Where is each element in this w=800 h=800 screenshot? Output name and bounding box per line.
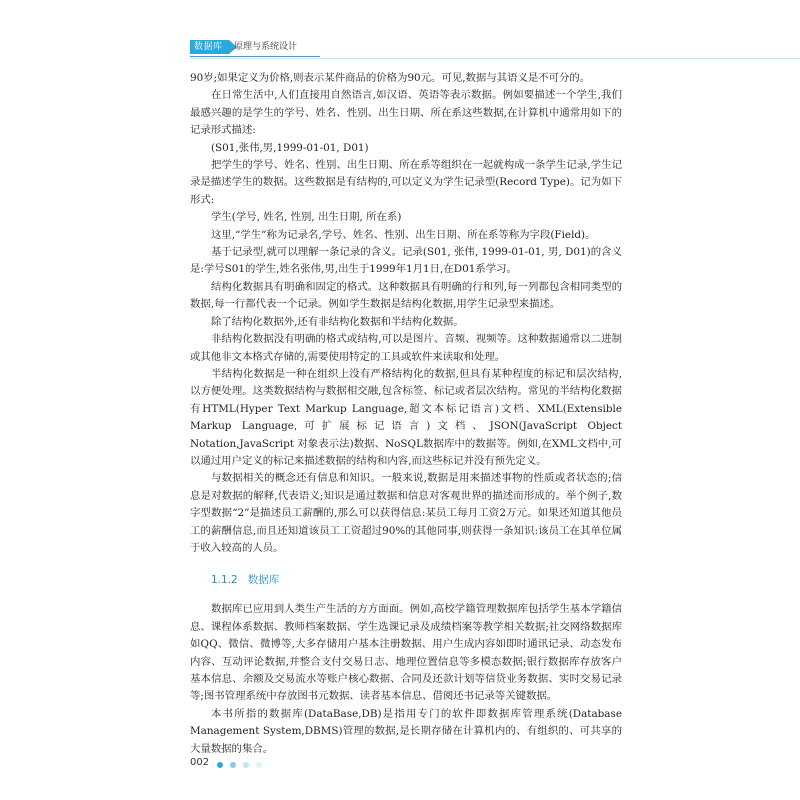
page-footer xyxy=(190,752,264,766)
footer-dots xyxy=(217,753,264,772)
record-type-definition: 学生(学号, 姓名, 性别, 出生日期, 所在系) xyxy=(211,211,402,224)
paragraph: 基于记录型,就可以理解一条记录的含义。记录(S01, 张伟, 1999-01-01, 男, D01)的含义是:学号S01的学生,姓名张伟,男,出生于1999年1月1日,在D01系学习。 xyxy=(190,246,622,276)
paragraph: 与数据相关的概念还有信息和知识。一般来说,数据是用来描述事物的性质或者状态的;信息是对数据的解释,代表语义;知识是通过数据和信息对客观世界的描述而形成的。举个例子,数字型数据“2”是描述员工薪酬的,那么可以获得信息:某员工每月工资2万元。如果还知道其他员工的薪酬信息,而且还知道该员工工资超过90%的其他同事,则获得一条知识:该员工在其单位属于收入较高的人员。 xyxy=(190,472,622,554)
paragraph: 半结构化数据是一种在组织上没有严格结构化的数据,但具有某种程度的标记和层次结构,以方便处理。这类数据结构与数据相交融,包含标签、标记或者层次结构。常见的半结构化数据有HTML(Hyper Text Markup Language,超文本标记语言)文档、XML(Extensible Markup Language,可扩展标记语言)文档、JSON(JavaScript Object Notation,JavaScript 对象表示法)数据、NoSQL数据库中的数据等。例如,在XML文档中,可以通过用户定义的标记来描述数据的结构和内容,而这些标记并没有预先定义。 xyxy=(190,367,622,467)
paragraph: 这里,“学生”称为记录名,学号、姓名、性别、出生日期、所在系等称为字段(Field)。 xyxy=(211,228,596,241)
footer-dot xyxy=(256,762,262,768)
footer-dot xyxy=(217,762,223,768)
page-number: 002 xyxy=(190,756,210,768)
section-number: 1.1.2 xyxy=(211,574,238,587)
header-rule xyxy=(190,58,800,59)
paragraph: 本书所指的数据库(DataBase,DB)是指用专门的软件即数据库管理系统(Database Management System,DBMS)管理的数据,是长期存储在计算机内的、有组织的、可共享的大量数据的集合。 xyxy=(190,707,622,755)
paragraph: 90岁;如果定义为价格,则表示某件商品的价格为90元。可见,数据与其语义是不可分的。 xyxy=(190,72,591,84)
header-rule-accent xyxy=(190,56,320,57)
footer-dot xyxy=(243,762,249,768)
section-heading xyxy=(190,573,622,587)
paragraph: 把学生的学号、姓名、性别、出生日期、所在系等组织在一起就构成一条学生记录,学生记录是描述学生的数据。这些数据是有结构的,可以定义为学生记录型(Record Type)。记为如下形式: xyxy=(190,159,622,206)
section-title: 数据库 xyxy=(247,574,280,587)
paragraph: 数据库已应用到人类生产生活的方方面面。例如,高校学籍管理数据库包括学生基本学籍信息、课程体系数据、教师档案数据、学生选课记录及成绩档案等教学相关数据;社交网络数据库如QQ、微信、微博等,大多存储用户基本注册数据、用户生成内容如即时通讯记录、动态发布内容、互动评论数据,并整合支付交易日志、地理位置信息等多模态数据;银行数据库存放客户基本信息、余额及交易流水等账户核心数据、合同及还款计划等信贷业务数据、实时交易记录等;图书管理系统中存放图书元数据、读者基本信息、借阅还书记录等关键数据。 xyxy=(190,603,622,703)
record-example: (S01,张伟,男,1999-01-01, D01) xyxy=(211,141,369,154)
header-book-title: 原理与系统设计 xyxy=(234,42,298,52)
page-body xyxy=(190,70,622,758)
footer-dot xyxy=(230,762,236,768)
running-header xyxy=(190,38,800,58)
paragraph: 结构化数据具有明确和固定的格式。这种数据具有明确的行和列,每一列都包含相同类型的数据,每一行都代表一个记录。例如学生数据是结构化数据,用学生记录型来描述。 xyxy=(190,280,622,311)
paragraph: 在日常生活中,人们直接用自然语言,如汉语、英语等表示数据。例如要描述一个学生,我们最感兴趣的是学生的学号、姓名、性别、出生日期、所在系这些数据,在计算机中通常用如下的记录形式描述: xyxy=(190,89,622,137)
paragraph: 除了结构化数据外,还有非结构化数据和半结构化数据。 xyxy=(211,315,464,328)
paragraph: 非结构化数据没有明确的格式或结构,可以是图片、音频、视频等。这种数据通常以二进制或其他非文本格式存储的,需要使用特定的工具或软件来读取和处理。 xyxy=(190,333,622,363)
header-book-tag: 数据库 xyxy=(190,40,229,54)
